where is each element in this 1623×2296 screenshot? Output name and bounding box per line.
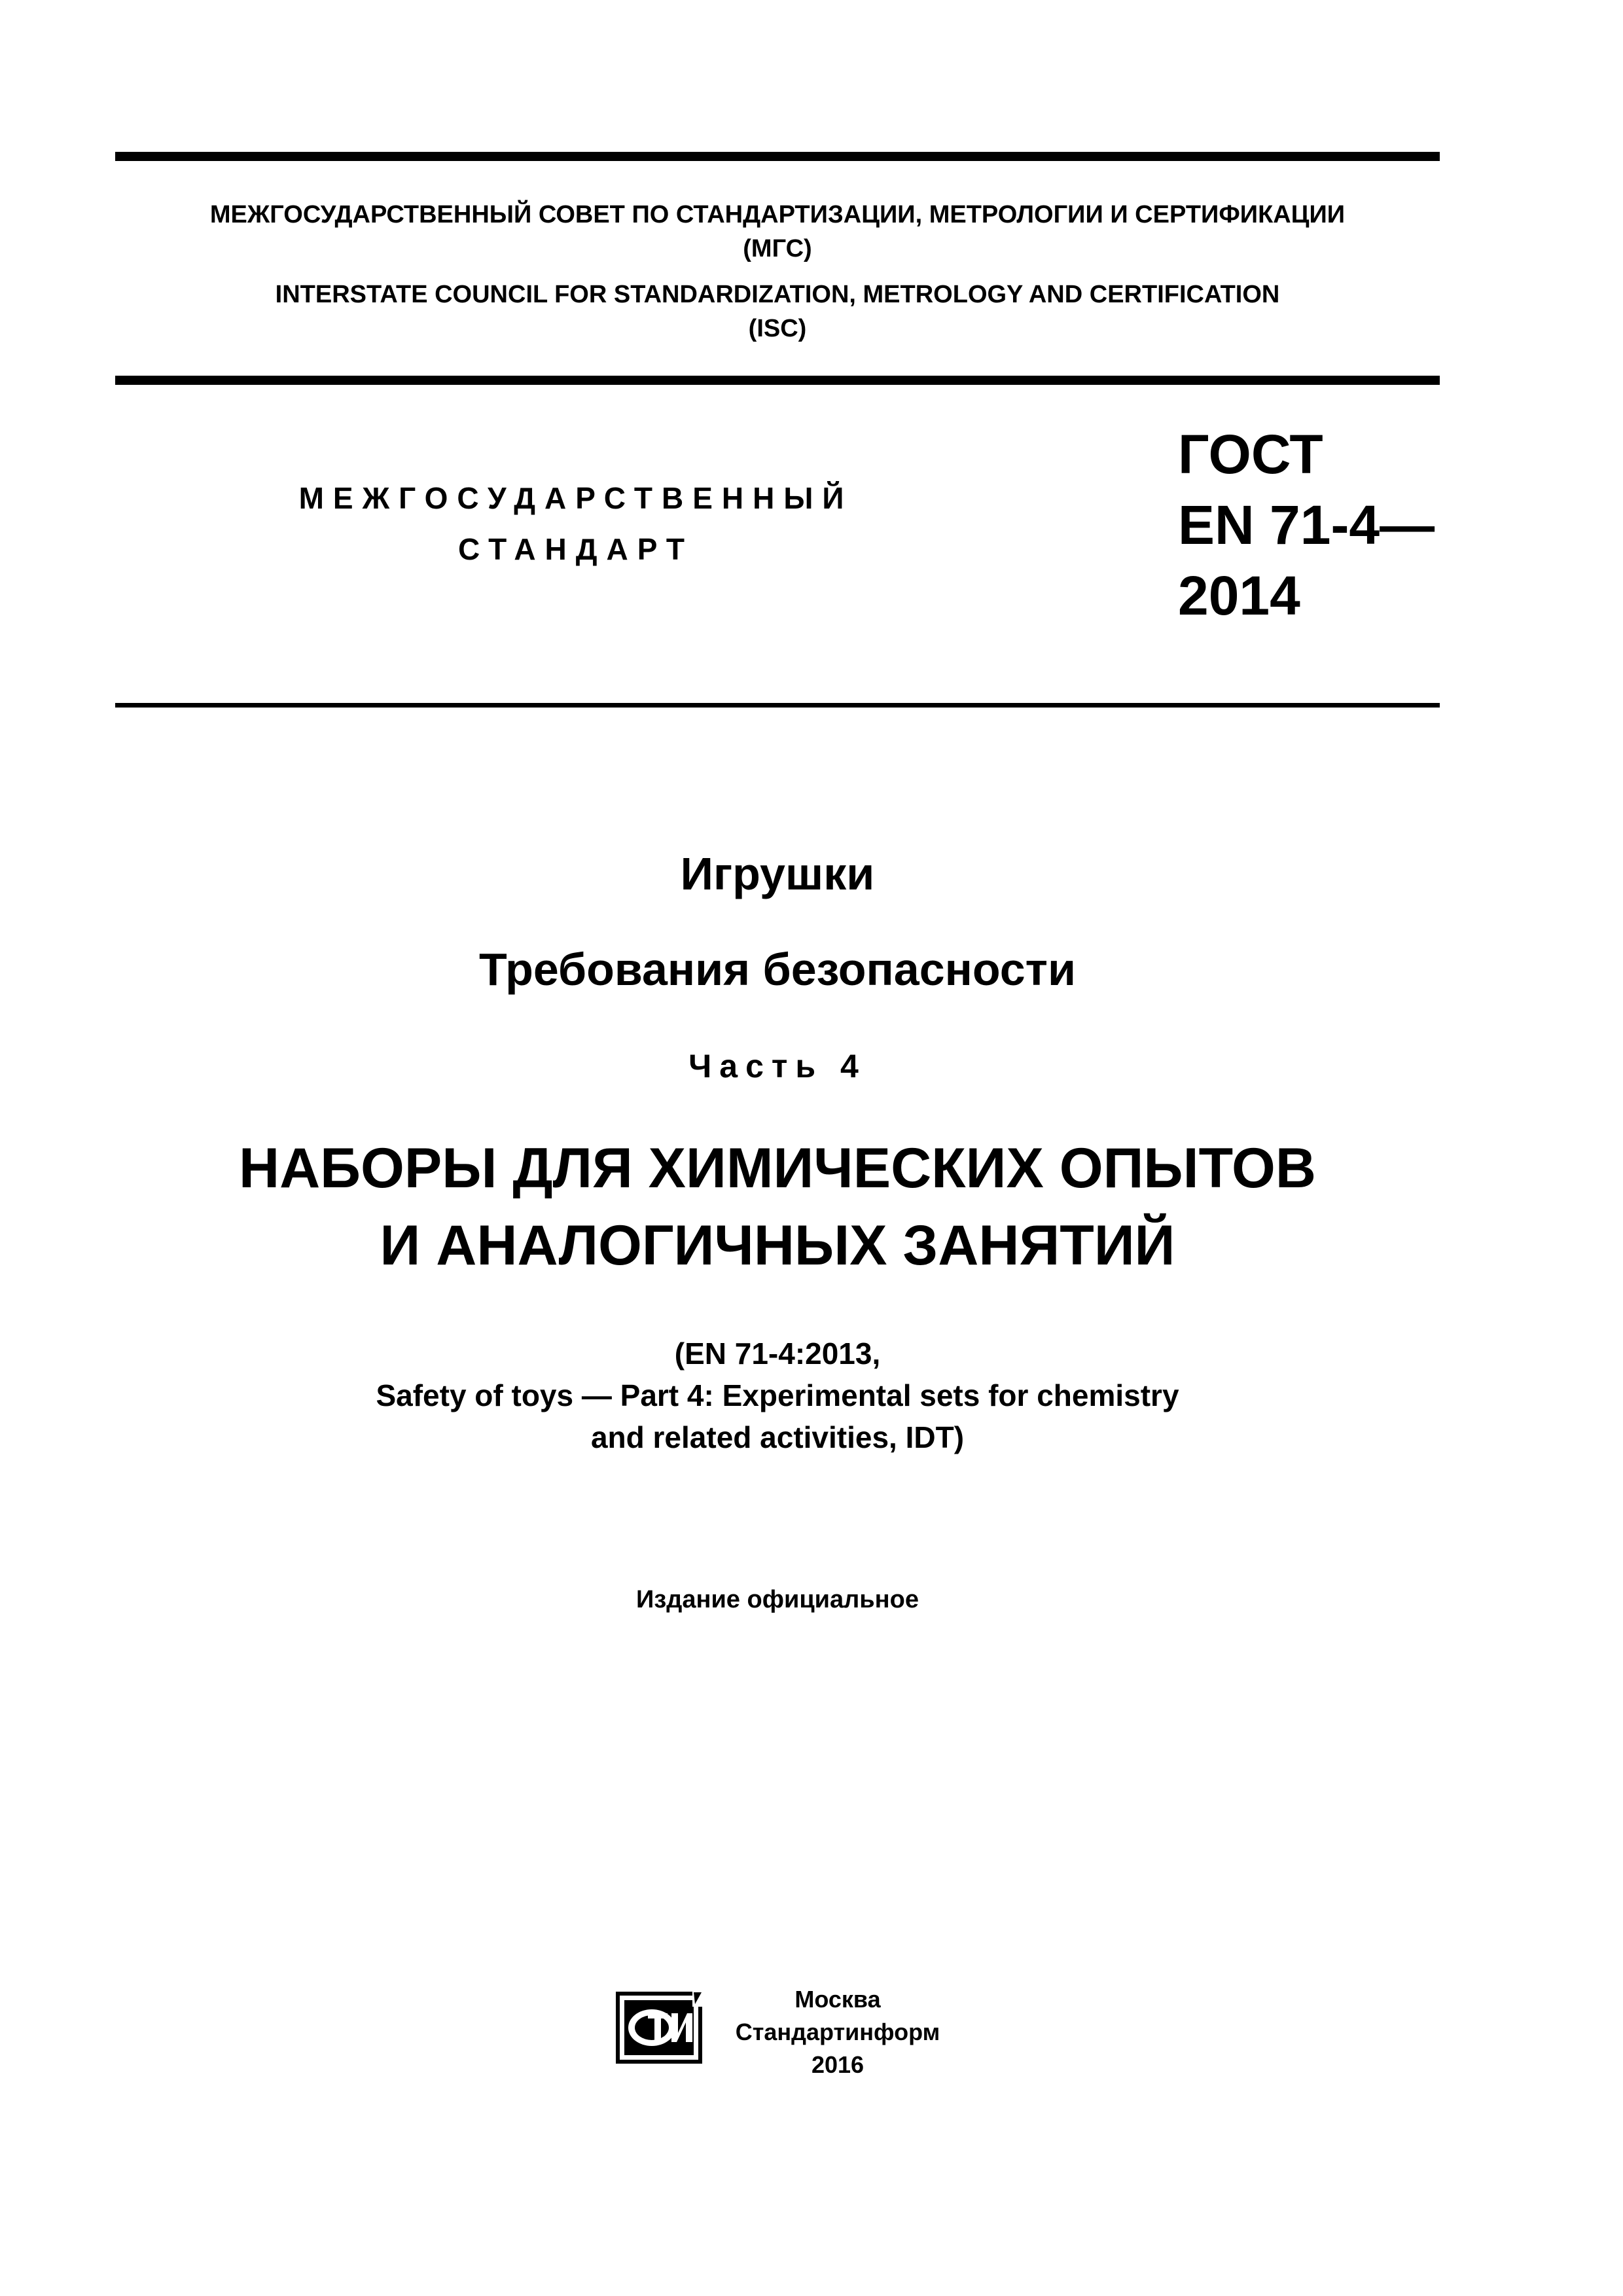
publisher-city: Москва: [794, 1986, 881, 2013]
title-part: Часть 4: [688, 1048, 866, 1085]
standard-kind-line2: СТАНДАРТ: [458, 532, 694, 566]
standartinform-logo-icon: [615, 1990, 707, 2068]
publisher-year: 2016: [811, 2051, 865, 2078]
designation-line1: ГОСТ: [1178, 423, 1323, 485]
title-group: Игрушки: [680, 848, 875, 899]
main-title-line1: НАБОРЫ ДЛЯ ХИМИЧЕСКИХ ОПЫТОВ: [238, 1137, 1317, 1200]
main-title: [115, 1130, 1440, 1284]
third-rule: [115, 703, 1440, 708]
standard-designation: [1178, 419, 1435, 631]
standard-kind: [262, 473, 890, 575]
designation-line3: 2014: [1178, 565, 1300, 626]
source-standard-line3: and related activities, IDT): [590, 1420, 965, 1454]
second-rule: [115, 376, 1440, 385]
title-subject: Требования безопасности: [479, 944, 1076, 995]
council-name-en: [115, 278, 1440, 346]
council-name-en-line1: INTERSTATE COUNCIL FOR STANDARDIZATION, METROLOGY AND CERTIFICATION: [275, 281, 1280, 308]
designation-line2: EN 71-4—: [1178, 494, 1435, 556]
council-name-ru-line1: МЕЖГОСУДАРСТВЕННЫЙ СОВЕТ ПО СТАНДАРТИЗАЦИИ, МЕТРОЛОГИИ И СЕРТИФИКАЦИИ: [209, 201, 1346, 228]
publisher-info: [726, 1983, 949, 2081]
main-title-line2: И АНАЛОГИЧНЫХ ЗАНЯТИЙ: [380, 1214, 1175, 1277]
council-name-ru: [115, 198, 1440, 266]
source-standard-line1: (EN 71-4:2013,: [674, 1336, 881, 1371]
council-abbr-en: (ISC): [748, 315, 807, 342]
source-standard-line2: Safety of toys — Part 4: Experimental sets for chemistry: [376, 1378, 1179, 1412]
standard-kind-line1: МЕЖГОСУДАРСТВЕННЫЙ: [298, 481, 853, 515]
source-standard: [115, 1333, 1440, 1458]
council-abbr-ru: (МГС): [743, 235, 812, 262]
edition-note: Издание официальное: [636, 1586, 919, 1613]
publisher-name: Стандартинформ: [735, 2018, 940, 2045]
top-rule: [115, 152, 1440, 161]
